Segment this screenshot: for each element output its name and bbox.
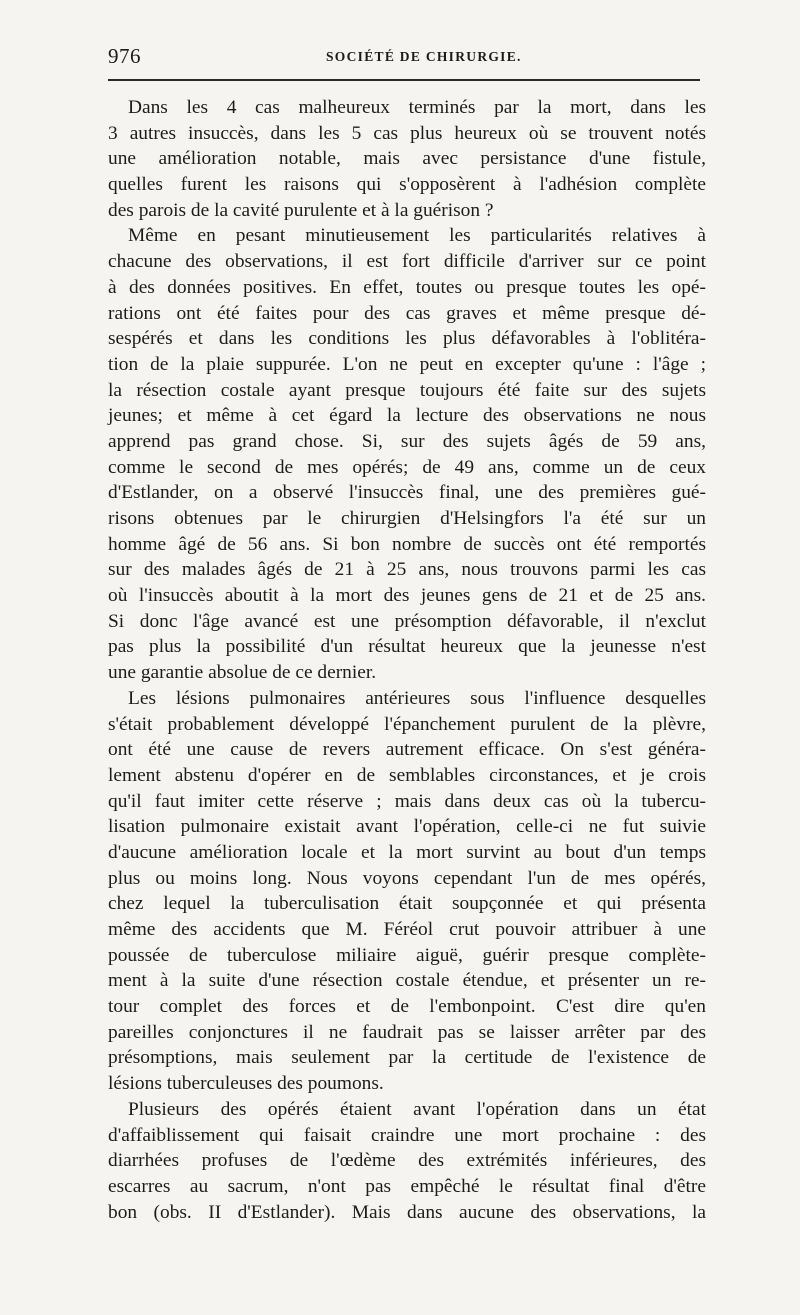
text-line: tion de la plaie suppurée. L'on ne peut en excepter qu'une : l'âge ; [108, 353, 706, 375]
text-line: risons obtenues par le chirurgien d'Helsingfors l'a été sur un [108, 508, 706, 529]
page-number: 976 [108, 44, 141, 68]
running-title: SOCIÉTÉ DE CHIRURGIE. [326, 49, 522, 64]
text-line: quelles furent les raisons qui s'opposèrent à l'adhésion complète [108, 174, 706, 196]
text-line: rations ont été faites pour des cas graves et même presque dé- [108, 302, 706, 324]
text-line: une garantie absolue de ce dernier. [108, 662, 377, 684]
text-line: 3 autres insuccès, dans les 5 cas plus heureux où se trouvent notés [108, 122, 706, 144]
text-line: ont été une cause de revers autrement efficace. On s'est généra- [108, 739, 706, 761]
text-line: lement abstenu d'opérer en de semblables circonstances, et je crois [108, 764, 706, 786]
text-line: chacune des observations, il est fort difficile d'arriver sur ce point [108, 251, 706, 273]
text-line: escarres au sacrum, n'ont pas empêché le résultat final d'être [108, 1175, 706, 1197]
text-line: tour complet des forces et de l'embonpoint. C'est dire qu'en [108, 996, 706, 1018]
text-line: Les lésions pulmonaires antérieures sous l'influence desquelles [128, 687, 706, 709]
text-line: Si donc l'âge avancé est une présomption défavorable, il n'exclut [108, 610, 706, 632]
text-line: Dans les 4 cas malheureux terminés par la mort, dans les [128, 97, 706, 118]
text-line: même des accidents que M. Féréol crut pouvoir attribuer à une [108, 919, 706, 940]
text-line: homme âgé de 56 ans. Si bon nombre de succès ont été remportés [108, 533, 706, 555]
header-rule [108, 79, 700, 81]
text-line: poussée de tuberculose miliaire aiguë, guérir presque complète- [108, 944, 706, 966]
text-line: à des données positives. En effet, toutes ou presque toutes les opé- [108, 276, 706, 298]
text-line: qu'il faut imiter cette réserve ; mais dans deux cas où la tubercu- [108, 790, 706, 812]
body-text [108, 95, 706, 1225]
text-line: où l'insuccès aboutit à la mort des jeunes gens de 21 et de 25 ans. [108, 585, 706, 607]
text-line: lésions tuberculeuses des poumons. [108, 1073, 384, 1095]
text-line: pareilles conjonctures il ne faudrait pas se laisser arrêter par des [108, 1021, 706, 1043]
text-line: d'Estlander, on a observé l'insuccès final, une des premières gué- [108, 482, 706, 504]
text-line: pas plus la possibilité d'un résultat heureux que la jeunesse n'est [108, 636, 706, 658]
text-line: d'aucune amélioration locale et la mort survint au bout d'un temps [108, 841, 706, 863]
text-line: sur des malades âgés de 21 à 25 ans, nous trouvons parmi les cas [108, 559, 706, 581]
text-line: plus ou moins long. Nous voyons cependant l'un de mes opérés, [108, 867, 706, 889]
text-line: bon (obs. II d'Estlander). Mais dans aucune des observations, la [108, 1201, 706, 1223]
text-line: présomptions, mais seulement par la certitude de l'existence de [108, 1047, 706, 1069]
text-line: lisation pulmonaire existait avant l'opération, celle-ci ne fut suivie [108, 816, 706, 838]
text-line: jeunes; et même à cet égard la lecture des observations ne nous [108, 405, 706, 427]
text-line: comme le second de mes opérés; de 49 ans, comme un de ceux [108, 456, 706, 478]
text-line: diarrhées profuses de l'œdème des extrémités inférieures, des [108, 1150, 706, 1172]
text-line: d'affaiblissement qui faisait craindre une mort prochaine : des [108, 1124, 706, 1146]
text-line: Plusieurs des opérés étaient avant l'opération dans un état [128, 1098, 706, 1120]
text-line: une amélioration notable, mais avec persistance d'une fistule, [108, 148, 706, 170]
text-line: sespérés et dans les conditions les plus défavorables à l'oblitéra- [108, 328, 706, 350]
text-line: s'était probablement développé l'épanchement purulent de la plèvre, [108, 713, 706, 735]
text-line: Même en pesant minutieusement les particularités relatives à [128, 225, 706, 247]
text-line: apprend pas grand chose. Si, sur des sujets âgés de 59 ans, [108, 430, 706, 452]
page-header [108, 44, 706, 74]
text-line: la résection costale ayant presque toujours été faite sur des sujets [108, 379, 706, 401]
text-line: ment à la suite d'une résection costale étendue, et présenter un re- [108, 970, 706, 992]
text-line: chez lequel la tuberculisation était soupçonnée et qui présenta [108, 893, 706, 915]
text-line: des parois de la cavité purulente et à la guérison ? [108, 199, 494, 221]
